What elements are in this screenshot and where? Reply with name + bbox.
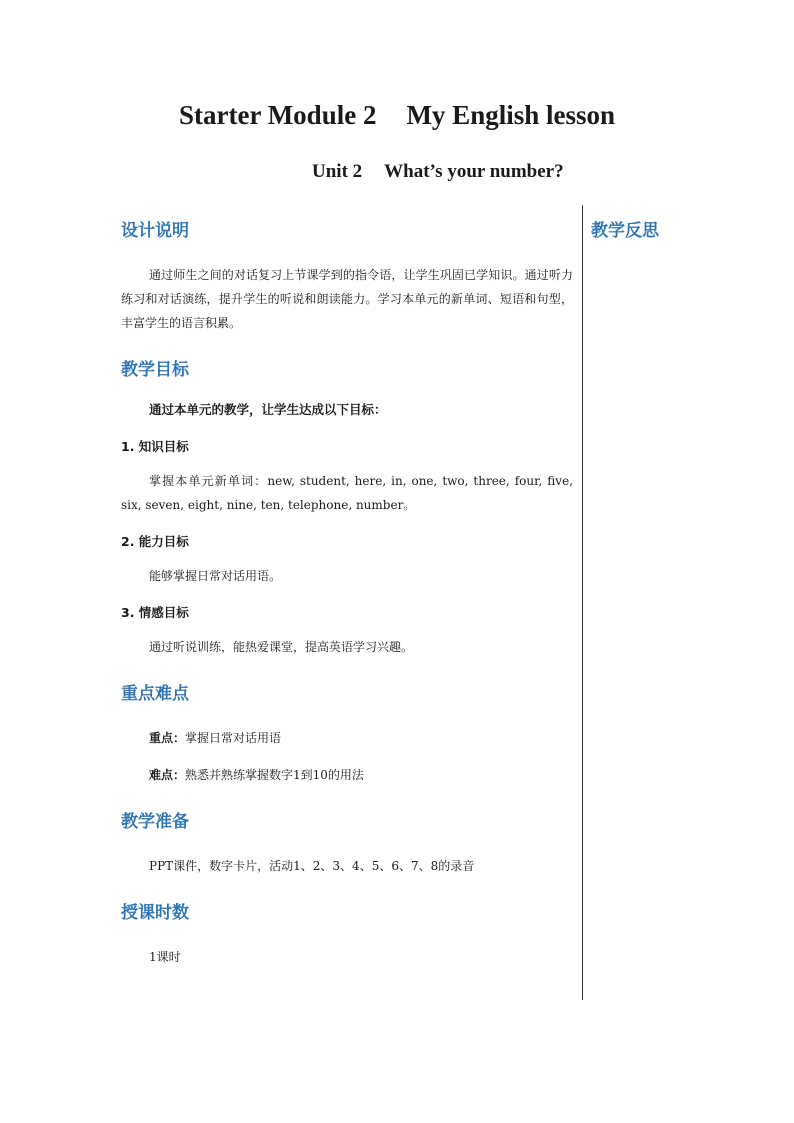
ability-body: 能够掌握日常对话用语。	[149, 569, 282, 583]
emotion-body: 通过听说训练，能热爱课堂，提高英语学习兴趣。	[149, 640, 414, 654]
difficult-point-value: 熟悉并熟练掌握数字1到10的用法	[185, 768, 364, 782]
key-point-line	[121, 726, 573, 750]
key-point-value: 掌握日常对话用语	[185, 731, 282, 745]
document-subtitle	[312, 161, 564, 183]
title-module: Starter Module 2	[178, 100, 377, 130]
hours-body: 1课时	[149, 950, 181, 964]
design-heading: 设计说明	[121, 221, 189, 241]
goals-intro: 通过本单元的教学，让学生达成以下目标：	[149, 402, 387, 417]
key-points-heading: 重点难点	[121, 684, 189, 704]
emotion-heading: 3. 情感目标	[121, 605, 189, 620]
title-lesson: My English lesson	[406, 100, 616, 130]
key-point-label: 重点：	[149, 731, 186, 745]
subtitle-unit: Unit 2	[312, 161, 363, 182]
subtitle-topic: What’s your number?	[384, 161, 564, 182]
preparation-body: PPT课件，数字卡片，活动1、2、3、4、5、6、7、8的录音	[149, 859, 475, 873]
preparation-heading: 教学准备	[121, 812, 189, 832]
document-title	[0, 100, 794, 131]
column-divider	[582, 205, 583, 1000]
hours-heading: 授课时数	[121, 903, 189, 923]
goals-heading: 教学目标	[121, 360, 189, 380]
knowledge-body: 掌握本单元新单词：new, student, here, in, one, two, three, four, five, six, seven, eight, nine, ten, telephone, number。	[121, 474, 573, 512]
ability-heading: 2. 能力目标	[121, 534, 189, 549]
difficult-point-line	[121, 763, 573, 787]
reflection-heading: 教学反思	[591, 221, 659, 241]
design-body: 通过师生之间的对话复习上节课学到的指令语，让学生巩固已学知识。通过听力练习和对话演练，提升学生的听说和朗读能力。学习本单元的新单词、短语和句型，丰富学生的语言积累。	[121, 268, 573, 330]
main-column	[121, 216, 573, 969]
difficult-point-label: 难点：	[149, 768, 186, 782]
knowledge-heading: 1. 知识目标	[121, 439, 189, 454]
